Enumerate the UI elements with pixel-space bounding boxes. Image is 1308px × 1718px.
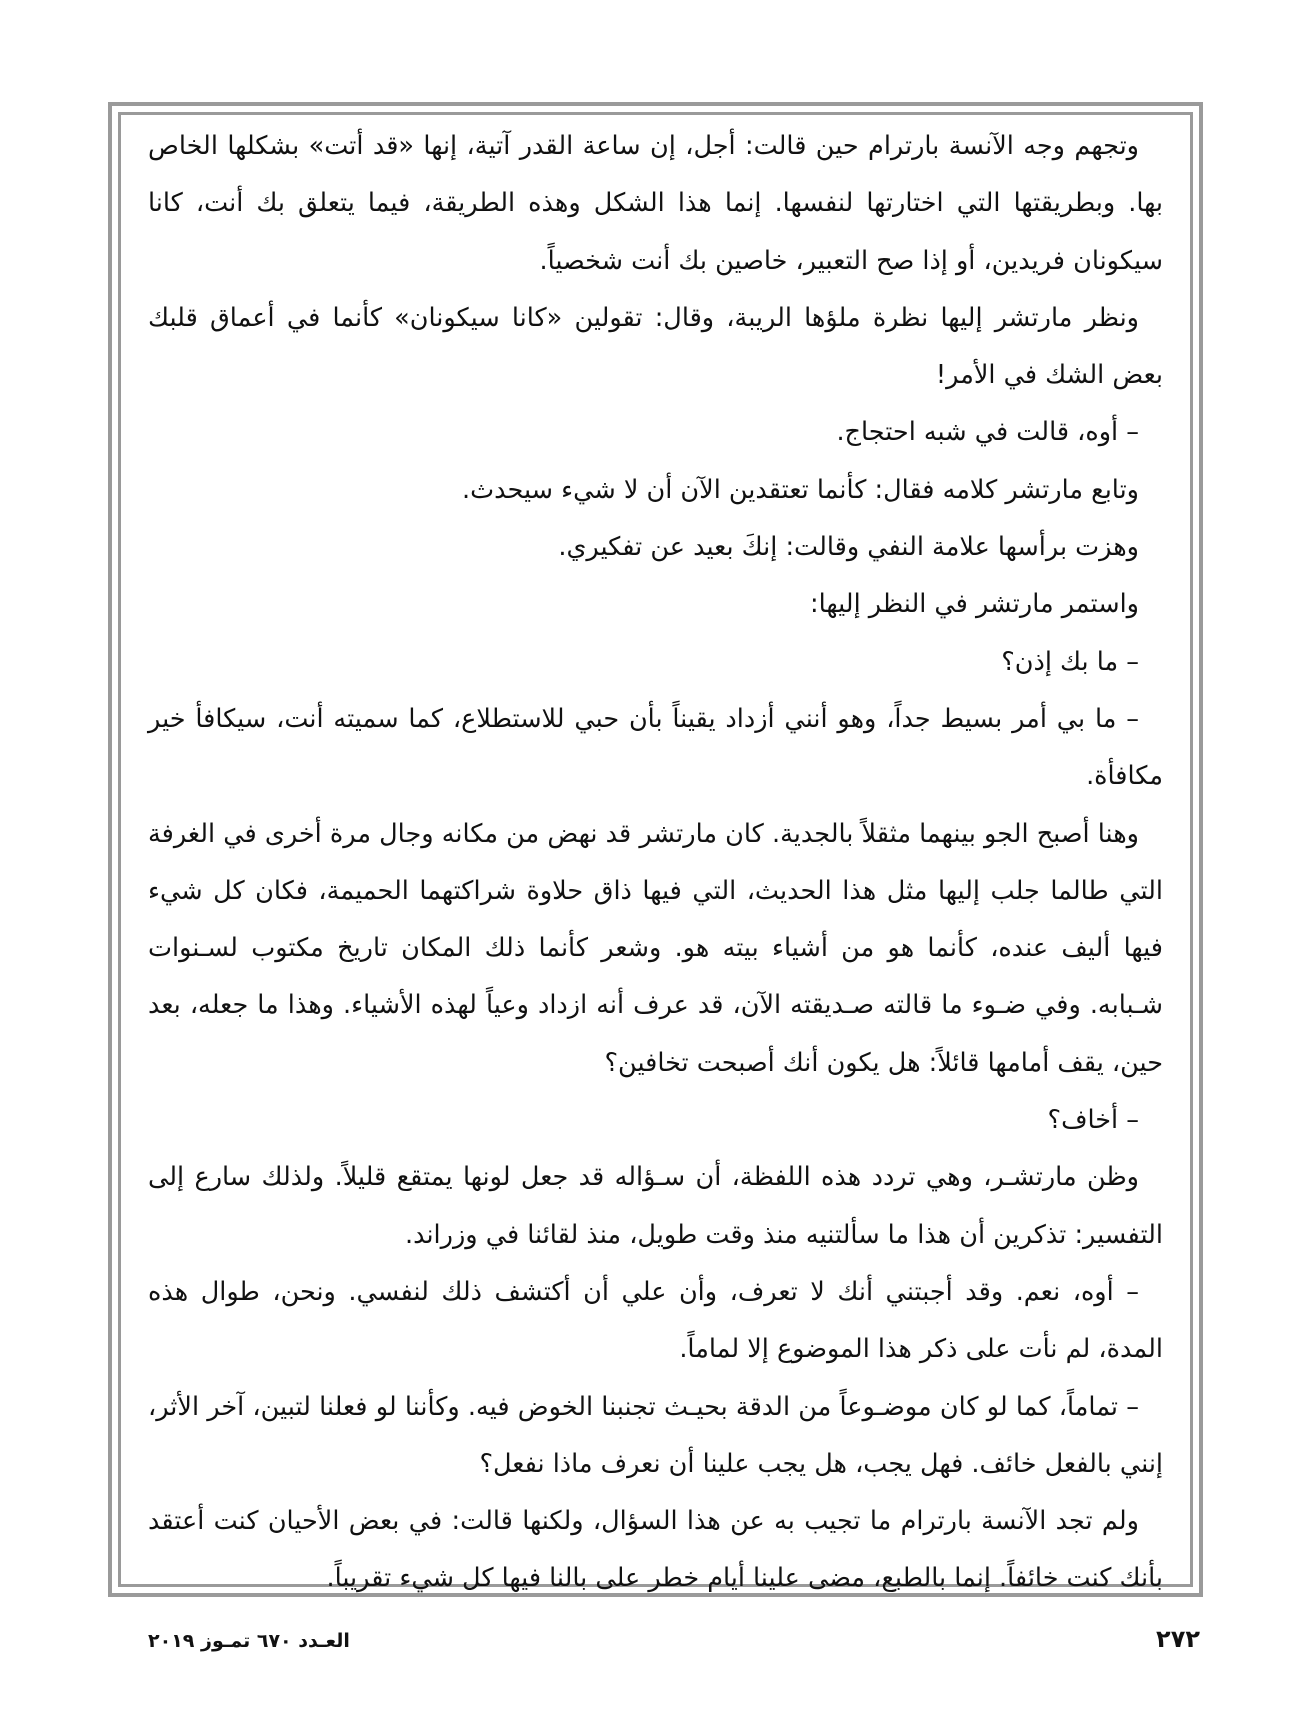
paragraph-11: وظن مارتشـر، وهي تردد هذه اللفظة، أن سـؤاله قد جعل لونها يمتقع قليلاً. ولذلك سارع إلى التفسير: تذكرين أن هذا ما سألتنيه منذ وقت طويل، منذ لقائنا في وزراند. — [148, 1162, 1163, 1250]
paragraph-14: ولم تجد الآنسة بارترام ما تجيب به عن هذا السؤال، ولكنها قالت: في بعض الأحيان كنت أعتقد بأنك كنت خائفاً. إنما بالطبع، مضى علينا أيام خطر على بالنا فيها كل شيء تقريباً. — [148, 1506, 1163, 1594]
paragraph-6: واستمر مارتشر في النظر إليها: — [810, 589, 1139, 620]
paragraph-9: وهنا أصبح الجو بينهما مثقلاً بالجدية. كان مارتشر قد نهض من مكانه وجال مرة أخرى في الغرفة التي طالما جلب إليها مثل هذا الحديث، التي فيها ذاق حلاوة شراكتهما الحميمة، فكان كل شيء فيها أليف عنده، كأنما هو من أشياء بيته هو. وشعر كأنما ذلك المكان تاريخ مكتوب لسـنوات شـبابه. وفي ضـوء ما قالته صـديقته الآن، قد عرف أنه ازداد وعياً لهذه الأشياء. وهذا ما جعله، بعد حين، يقف أمامها قائلاً: هل يكون أنك أصبحت تخافين؟ — [148, 818, 1163, 1078]
paragraph-1: وتجهم وجه الآنسة بارترام حين قالت: أجل، إن ساعة القدر آتية، إنها «قد أتت» بشكلها الخاص بها. وبطريقتها التي اختارتها لنفسها. إنما هذا الشكل وهذه الطريقة، فيما يتعلق بك أنت، كانا سيكونان فريدين، أو إذا صح التعبير، خاصين بك أنت شخصياً. — [148, 131, 1163, 276]
paragraph-7: – ما بك إذن؟ — [1001, 646, 1139, 677]
paragraph-12: – أوه، نعم. وقد أجبتني أنك لا تعرف، وأن علي أن أكتشف ذلك لنفسي. ونحن، طوال هذه المدة، لم نأت على ذكر هذا الموضوع إلا لماماً. — [148, 1276, 1163, 1365]
article-body — [148, 118, 1163, 1608]
paragraph-13: – تماماً، كما لو كان موضـوعاً من الدقة بحيـث تجنبنا الخوض فيه. وكأننا لو فعلنا لتبين، آخر الأثر، إنني بالفعل خائف. فهل يجب، هل يجب علينا أن نعرف ماذا نفعل؟ — [148, 1391, 1163, 1479]
paragraph-2: ونظر مارتشر إليها نظرة ملؤها الريبة، وقال: تقولين «كانا سيكونان» كأنما في أعماق قلبك بعض الشك في الأمر! — [148, 302, 1163, 391]
page-number: ٢٧٢ — [1156, 1625, 1200, 1653]
issue-info: العـدد ٦٧٠ تمـوز ٢٠١٩ — [148, 1630, 350, 1652]
paragraph-5: وهزت برأسها علامة النفي وقالت: إنكَ بعيد عن تفكيري. — [558, 532, 1139, 563]
paragraph-3: – أوه، قالت في شبه احتجاج. — [836, 417, 1139, 448]
paragraph-10: – أخاف؟ — [1047, 1105, 1139, 1136]
paragraph-8: – ما بي أمر بسيط جداً، وهو أنني أزداد يقيناً بأن حبي للاستطلاع، كما سميته أنت، سيكافأ خير مكافأة. — [148, 703, 1163, 792]
paragraph-4: وتابع مارتشر كلامه فقال: كأنما تعتقدين الآن أن لا شيء سيحدث. — [462, 474, 1139, 505]
